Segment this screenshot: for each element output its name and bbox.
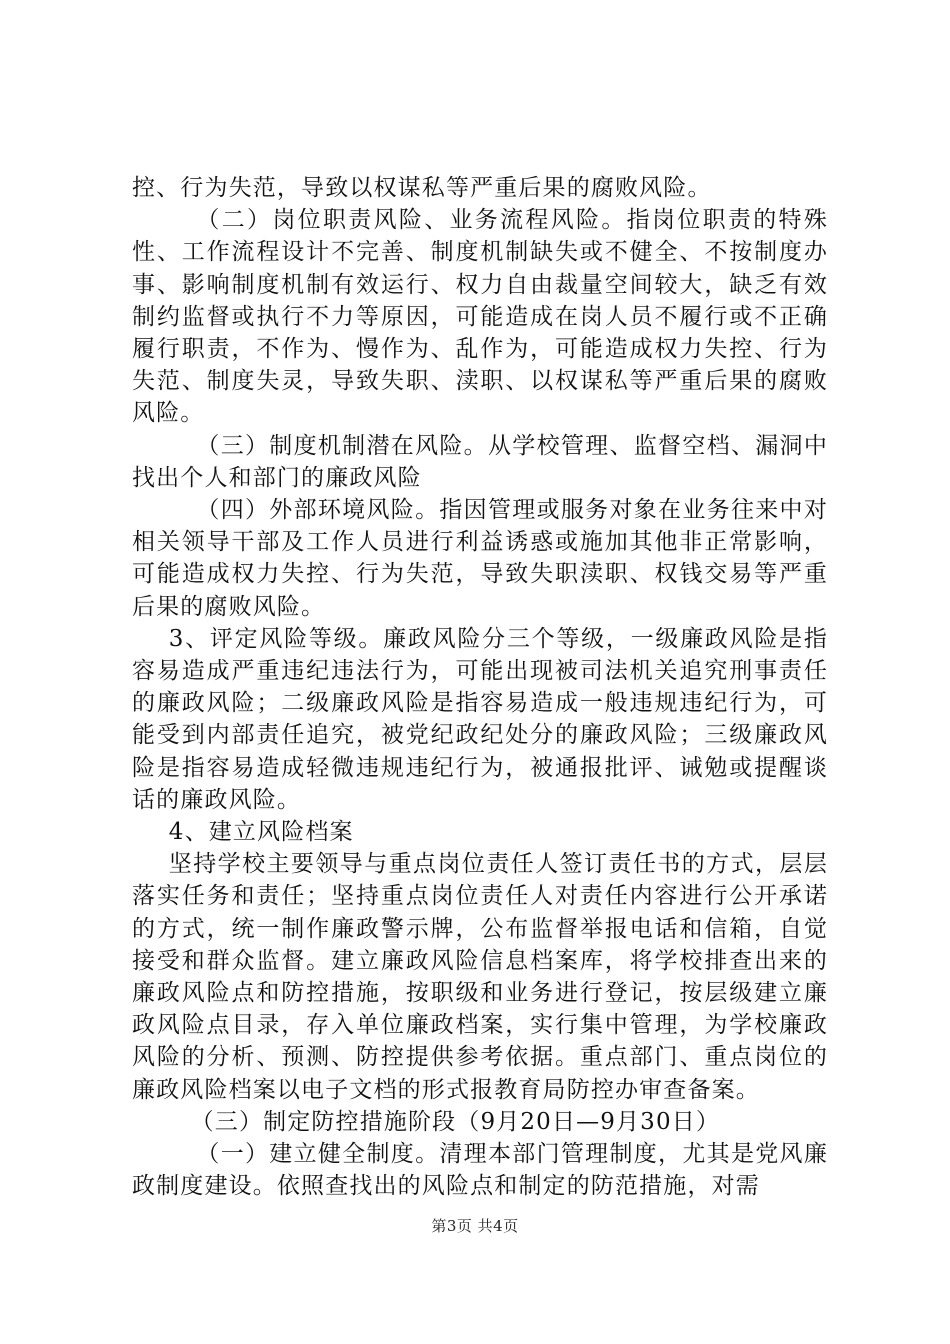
- paragraph-mechanism-risk: （三）制度机制潜在风险。从学校管理、监督空档、漏洞中找出个人和部门的廉政风险: [132, 432, 828, 491]
- document-body: [132, 172, 828, 1203]
- heading-risk-archive: 4、建立风险档案: [168, 819, 354, 846]
- page-number-footer: 第3页 共4页: [431, 1217, 519, 1235]
- paragraph-establish-system: （一）建立健全制度。清理本部门管理制度，尤其是党风廉政制度建设。依照查找出的风险点和制定的防范措施，对需: [132, 1141, 828, 1200]
- paragraph-external-risk: （四）外部环境风险。指因管理或服务对象在业务往来中对相关领导干部及工作人员进行利益诱惑或施加其他非正常影响，可能造成权力失控、行为失范，导致失职渎职、权钱交易等严重后果的腐败风险。: [132, 497, 828, 620]
- paragraph-risk-archive: 坚持学校主要领导与重点岗位责任人签订责任书的方式，层层落实任务和责任；坚持重点岗位责任人对责任内容进行公开承诺的方式，统一制作廉政警示牌，公布监督举报电话和信箱，自觉接受和群众监督。建立廉政风险信息档案库，将学校排查出来的廉政风险点和防控措施，按职级和业务进行登记，按层级建立廉政风险点目录，存入单位廉政档案，实行集中管理，为学校廉政风险的分析、预测、防控提供参考依据。重点部门、重点岗位的廉政风险档案以电子文档的形式报教育局防控办审查备案。: [132, 851, 828, 1103]
- paragraph-job-duty-risk: （二）岗位职责风险、业务流程风险。指岗位职责的特殊性、工作流程设计不完善、制度机制缺失或不健全、不按制度办事、影响制度机制有效运行、权力自由裁量空间较大，缺乏有效制约监督或执行不力等原因，可能造成在岗人员不履行或不正确履行职责，不作为、慢作为、乱作为，可能造成权力失控、行为失范、制度失灵，导致失职、渎职、以权谋私等严重后果的腐败风险。: [132, 207, 828, 427]
- paragraph-continuation: 控、行为失范，导致以权谋私等严重后果的腐败风险。: [132, 175, 712, 201]
- paragraph-risk-level: 3、评定风险等级。廉政风险分三个等级，一级廉政风险是指容易造成严重违纪违法行为，可能出现被司法机关追究刑事责任的廉政风险；二级廉政风险是指容易造成一般违规违纪行为，可能受到内部责任追究，被党纪政纪处分的廉政风险；三级廉政风险是指容易造成轻微违规违纪行为，被通报批评、诫勉或提醒谈话的廉政风险。: [132, 625, 828, 813]
- heading-control-measures-stage: （三）制定防控措施阶段（9月20日—9月30日）: [190, 1108, 721, 1135]
